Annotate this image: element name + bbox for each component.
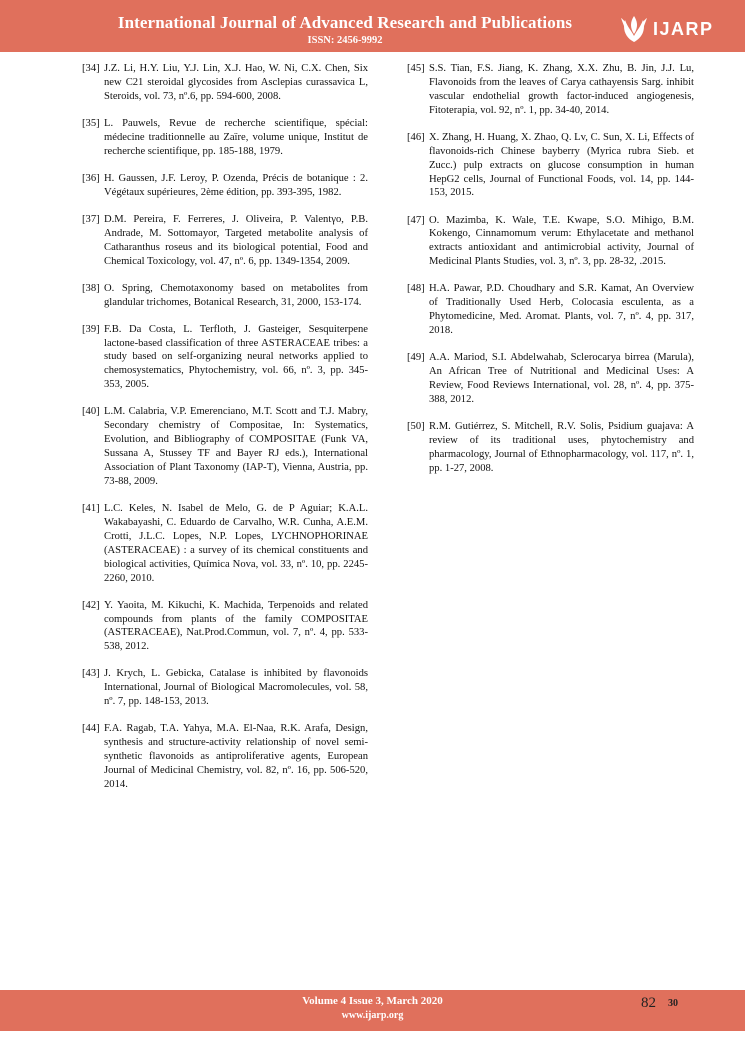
- reference-number: [41]: [82, 502, 100, 514]
- reference-text: F.B. Da Costa, L. Terfloth, J. Gasteiger, Sesquiterpene lactone-based classification of three ASTERACEAE tribes: a study based on self-organizing neural networks applied to chemosystematics, Phytochemistry, vol. 66, nº. 3, pp. 345-353, 2005.: [104, 323, 368, 391]
- reference-item: [82, 667, 368, 709]
- reference-number: [39]: [82, 323, 100, 335]
- reference-item: [82, 282, 368, 310]
- reference-text: O. Mazimba, K. Wale, T.E. Kwape, S.O. Mihigo, B.M. Kokengo, Cinnamomum verum: Ethylacetate and methanol extracts antioxidant and antimicrobial activity, Journal of Medicinal Plants Studies, vol. 3, nº. 3, pp. 28-32, .2015.: [429, 214, 694, 268]
- reference-item: [82, 502, 368, 585]
- reference-text: O. Spring, Chemotaxonomy based on metabolites from glandular trichomes, Botanical Research, 31, 2000, 153-174.: [104, 282, 368, 308]
- reference-item: [407, 420, 694, 476]
- reference-text: L.C. Keles, N. Isabel de Melo, G. de P Aguiar; K.A.L. Wakabayashi, C. Eduardo de Carvalho, W.R. Cunha, A.E.M. Crotti, J.L.C. Lopes, N.P. Lopes, LYCHNOPHORINAE (ASTERACEAE) : a survey of its chemical constituents and biological activities, Química Nova, vol. 33, nº. 10, pp. 2245-2260, 2010.: [104, 502, 368, 584]
- reference-text: X. Zhang, H. Huang, X. Zhao, Q. Lv, C. Sun, X. Li, Effects of flavonoids-rich Chinese bayberry (Myrica rubra Sieb. et Zucc.) pulp extracts on glucose consumption in human HepG2 cells, Journal of Functional Foods, vol. 14, pp. 144-153, 2015.: [429, 131, 694, 199]
- reference-number: [38]: [82, 282, 100, 294]
- reference-text: D.M. Pereira, F. Ferreres, J. Oliveira, P. Valentγo, P.B. Andrade, M. Sottomayor, Targeted metabolite analysis of Catharanthus roseus and its biological potential, Food and Chemical Toxicology, vol. 47, nº. 6, pp. 1349-1354, 2009.: [104, 213, 368, 267]
- logo-wordmark: IJARP: [653, 19, 714, 39]
- reference-number: [49]: [407, 352, 425, 364]
- reference-number: [48]: [407, 283, 425, 295]
- reference-number: [45]: [407, 63, 425, 74]
- reference-item: [407, 131, 694, 201]
- reference-item: [82, 599, 368, 655]
- website-link[interactable]: www.ijarp.org: [341, 1010, 404, 1021]
- journal-footer: [0, 990, 745, 1031]
- reference-item: [407, 282, 694, 338]
- reference-text: J.Z. Li, H.Y. Liu, Y.J. Lin, X.J. Hao, W. Ni, C.X. Chen, Six new C21 steroidal glycosides from Asclepias curassavica L, Steroids, vol. 73, nº.6, pp. 594-600, 2008.: [104, 63, 368, 102]
- reference-text: S.S. Tian, F.S. Jiang, K. Zhang, X.X. Zhu, B. Jin, J.J. Lu, Flavonoids from the leaves of Carya cathayensis Sarg. inhibit vascular endothelial growth factor-induced angiogenesis, Fitoterapia, vol. 92, nº. 1, pp. 34-40, 2014.: [429, 63, 694, 116]
- reference-text: H.A. Pawar, P.D. Choudhary and S.R. Kamat, An Overview of Traditionally Used Herb, Colocasia esculenta, as a Phytomedicine, Med. Aromat. Plants, vol. 7, nº. 4, pp. 317, 2018.: [429, 283, 694, 337]
- reference-text: R.M. Gutiérrez, S. Mitchell, R.V. Solis, Psidium guajava: A review of its traditional uses, phytochemistry and pharmacology, Journal of Ethnopharmacology, vol. 117, nº. 1, pp. 1-27, 2008.: [429, 420, 694, 474]
- reference-text: J. Krych, L. Gebicka, Catalase is inhibited by flavonoids International, Journal of Biological Macromolecules, vol. 58, nº. 7, pp. 148-153, 2013.: [104, 668, 368, 708]
- reference-text: L. Pauwels, Revue de recherche scientifique, spécial: médecine traditionnelle au Zaïre, volume unique, Institut de recherche scientifique, pp. 185-188, 1979.: [104, 117, 368, 157]
- reference-item: [407, 351, 694, 407]
- reference-number: [36]: [82, 172, 100, 184]
- reference-item: [82, 405, 368, 488]
- reference-item: [82, 62, 368, 104]
- reference-number: [44]: [82, 723, 100, 735]
- references-left-column: [82, 62, 368, 805]
- reference-text: L.M. Calabria, V.P. Emerenciano, M.T. Scott and T.J. Mabry, Secondary chemistry of Compositae, In: Systematics, Evolution, and Bibliography of COMPOSITAE (Funk VA, Sussana A, Stussey TF and Bayer RJ eds.), International Association of Plant Taxonomy (IAP-T), Vienna, Austria, pp. 73-88, 2009.: [104, 406, 368, 487]
- reference-item: [82, 213, 368, 269]
- reference-number: [42]: [82, 599, 100, 611]
- page-number-secondary: 30: [668, 998, 678, 1009]
- reference-text: Y. Yaoita, M. Kikuchi, K. Machida, Terpenoids and related compounds from plants of the family COMPOSITAE (ASTERACEAE), Nat.Prod.Commun, vol. 7, nº. 4, pp. 533-538, 2012.: [104, 599, 368, 653]
- reference-item: [82, 117, 368, 159]
- reference-item: [407, 62, 694, 118]
- reference-item: [82, 172, 368, 200]
- reference-text: H. Gaussen, J.F. Leroy, P. Ozenda, Précis de botanique : 2. Végétaux supérieures, 2ème édition, pp. 393-395, 1982.: [104, 172, 368, 198]
- reference-number: [37]: [82, 213, 100, 225]
- reference-number: [50]: [407, 420, 425, 432]
- journal-title: International Journal of Advanced Research and Publications: [117, 13, 573, 32]
- reference-number: [34]: [82, 63, 100, 74]
- reference-number: [46]: [407, 131, 425, 143]
- reference-number: [40]: [82, 406, 100, 418]
- page-number: 82: [641, 995, 656, 1011]
- reference-item: [407, 214, 694, 270]
- journal-logo: [618, 14, 730, 44]
- journal-header: [0, 0, 745, 52]
- reference-item: [82, 722, 368, 792]
- reference-text: A.A. Mariod, S.I. Abdelwahab, Sclerocarya birrea (Marula), An African Tree of Nutritional and Medicinal Uses: A Review, Food Reviews International, vol. 28, nº. 4, pp. 375-388, 2012.: [429, 352, 694, 405]
- reference-item: [82, 323, 368, 393]
- journal-issn: ISSN: 2456-9992: [307, 35, 383, 46]
- reference-text: F.A. Ragab, T.A. Yahya, M.A. El-Naa, R.K. Arafa, Design, synthesis and structure-activity relationship of novel semi-synthetic flavonoids as antiproliferative agents, European Journal of Medicinal Chemistry, vol. 82, nº. 16, pp. 506-520, 2014.: [104, 723, 368, 790]
- references-right-column: [407, 62, 694, 489]
- reference-number: [35]: [82, 117, 100, 129]
- reference-number: [43]: [82, 668, 100, 680]
- issue-info: Volume 4 Issue 3, March 2020: [302, 995, 443, 1007]
- flame-logo-icon: [618, 14, 650, 44]
- reference-number: [47]: [407, 214, 425, 226]
